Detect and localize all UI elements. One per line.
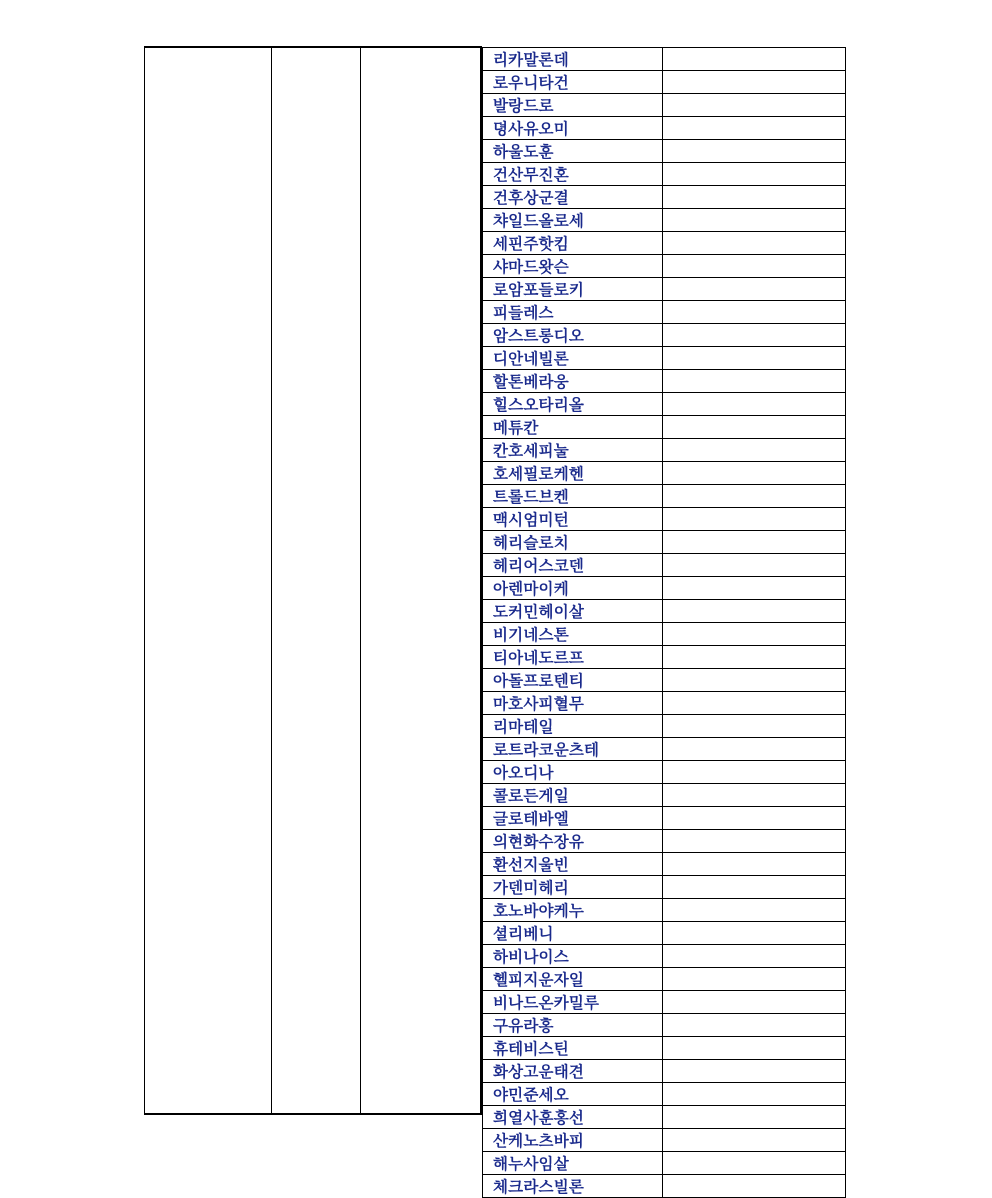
name-cell: 도커민헤이살 bbox=[483, 600, 663, 623]
name-cell: 야민준세오 bbox=[483, 1083, 663, 1106]
table-row bbox=[483, 600, 846, 623]
empty-cell bbox=[663, 163, 846, 186]
empty-cell bbox=[663, 876, 846, 899]
table-row bbox=[483, 255, 846, 278]
name-cell: 트롤드브켄 bbox=[483, 485, 663, 508]
table-row bbox=[483, 1014, 846, 1037]
name-cell: 환선지울빈 bbox=[483, 853, 663, 876]
name-cell: 힐스오타리올 bbox=[483, 393, 663, 416]
table-row bbox=[483, 991, 846, 1014]
name-cell: 구유라홍 bbox=[483, 1014, 663, 1037]
name-cell: 헬피지운자일 bbox=[483, 968, 663, 991]
name-cell: 리카말론데 bbox=[483, 48, 663, 71]
table-row bbox=[483, 347, 846, 370]
name-cell: 콜로든게일 bbox=[483, 784, 663, 807]
empty-columns-block bbox=[144, 46, 482, 1115]
empty-column-1 bbox=[145, 48, 272, 1113]
empty-cell bbox=[663, 1152, 846, 1175]
empty-cell bbox=[663, 232, 846, 255]
empty-cell bbox=[663, 1106, 846, 1129]
empty-cell bbox=[663, 853, 846, 876]
table-row bbox=[483, 163, 846, 186]
table-row bbox=[483, 623, 846, 646]
name-cell: 건산무진혼 bbox=[483, 163, 663, 186]
table-row bbox=[483, 968, 846, 991]
table-row bbox=[483, 485, 846, 508]
table-row bbox=[483, 48, 846, 71]
name-cell: 칸호세피눌 bbox=[483, 439, 663, 462]
name-cell: 샤마드왓슨 bbox=[483, 255, 663, 278]
table-row bbox=[483, 416, 846, 439]
empty-cell bbox=[663, 48, 846, 71]
empty-cell bbox=[663, 968, 846, 991]
table-row bbox=[483, 117, 846, 140]
table-row bbox=[483, 278, 846, 301]
name-cell: 의현화수장유 bbox=[483, 830, 663, 853]
name-cell: 가덴미헤리 bbox=[483, 876, 663, 899]
name-cell: 할톤베라웅 bbox=[483, 370, 663, 393]
table-row bbox=[483, 462, 846, 485]
empty-cell bbox=[663, 669, 846, 692]
empty-cell bbox=[663, 255, 846, 278]
table-row bbox=[483, 853, 846, 876]
name-cell: 아오디나 bbox=[483, 761, 663, 784]
names-list-table bbox=[482, 47, 846, 1198]
table-row bbox=[483, 71, 846, 94]
table-row bbox=[483, 1129, 846, 1152]
name-cell: 로우니타건 bbox=[483, 71, 663, 94]
name-cell: 비기네스톤 bbox=[483, 623, 663, 646]
empty-cell bbox=[663, 462, 846, 485]
empty-cell bbox=[663, 738, 846, 761]
name-cell: 체크라스빌론 bbox=[483, 1175, 663, 1198]
empty-cell bbox=[663, 485, 846, 508]
table-row bbox=[483, 186, 846, 209]
name-cell: 호노바야케누 bbox=[483, 899, 663, 922]
table-row bbox=[483, 1152, 846, 1175]
empty-cell bbox=[663, 715, 846, 738]
name-cell: 헤리어스코덴 bbox=[483, 554, 663, 577]
empty-cell bbox=[663, 945, 846, 968]
name-cell: 아렌마이케 bbox=[483, 577, 663, 600]
empty-cell bbox=[663, 94, 846, 117]
name-cell: 글로테바엘 bbox=[483, 807, 663, 830]
empty-cell bbox=[663, 416, 846, 439]
table-row bbox=[483, 577, 846, 600]
table-row bbox=[483, 669, 846, 692]
empty-cell bbox=[663, 577, 846, 600]
name-cell: 디안네빌론 bbox=[483, 347, 663, 370]
empty-cell bbox=[663, 1083, 846, 1106]
table-row bbox=[483, 1083, 846, 1106]
empty-cell bbox=[663, 1129, 846, 1152]
empty-cell bbox=[663, 830, 846, 853]
table-row bbox=[483, 830, 846, 853]
name-cell: 희열사훈홍선 bbox=[483, 1106, 663, 1129]
table-row bbox=[483, 370, 846, 393]
table-row bbox=[483, 807, 846, 830]
empty-cell bbox=[663, 623, 846, 646]
empty-cell bbox=[663, 301, 846, 324]
name-cell: 티아네도르프 bbox=[483, 646, 663, 669]
name-cell: 하비나이스 bbox=[483, 945, 663, 968]
table-row bbox=[483, 301, 846, 324]
empty-cell bbox=[663, 439, 846, 462]
table-row bbox=[483, 945, 846, 968]
empty-cell bbox=[663, 117, 846, 140]
empty-cell bbox=[663, 692, 846, 715]
name-cell: 피들레스 bbox=[483, 301, 663, 324]
table-row bbox=[483, 715, 846, 738]
empty-cell bbox=[663, 807, 846, 830]
empty-cell bbox=[663, 71, 846, 94]
empty-cell bbox=[663, 761, 846, 784]
empty-cell bbox=[663, 991, 846, 1014]
table-row bbox=[483, 554, 846, 577]
table-row bbox=[483, 140, 846, 163]
table-row bbox=[483, 232, 846, 255]
empty-cell bbox=[663, 140, 846, 163]
table-row bbox=[483, 324, 846, 347]
table-row bbox=[483, 94, 846, 117]
name-cell: 해누사임살 bbox=[483, 1152, 663, 1175]
empty-cell bbox=[663, 393, 846, 416]
empty-cell bbox=[663, 186, 846, 209]
table-row bbox=[483, 738, 846, 761]
table-row bbox=[483, 439, 846, 462]
empty-cell bbox=[663, 646, 846, 669]
name-cell: 암스트롱디오 bbox=[483, 324, 663, 347]
name-cell: 세핀주핫킴 bbox=[483, 232, 663, 255]
name-cell: 로암포들로키 bbox=[483, 278, 663, 301]
table-row bbox=[483, 209, 846, 232]
table-row bbox=[483, 876, 846, 899]
name-cell: 맥시엄미턴 bbox=[483, 508, 663, 531]
name-cell: 리마테일 bbox=[483, 715, 663, 738]
table-row bbox=[483, 531, 846, 554]
table-row bbox=[483, 1106, 846, 1129]
name-table bbox=[144, 46, 845, 1196]
name-cell: 호세필로케헨 bbox=[483, 462, 663, 485]
name-cell: 아돌프로텐티 bbox=[483, 669, 663, 692]
empty-cell bbox=[663, 1175, 846, 1198]
table-row bbox=[483, 1175, 846, 1198]
empty-column-2 bbox=[272, 48, 361, 1113]
name-cell: 챠일드올로세 bbox=[483, 209, 663, 232]
table-row bbox=[483, 508, 846, 531]
empty-cell bbox=[663, 209, 846, 232]
empty-cell bbox=[663, 370, 846, 393]
name-cell: 셜리베니 bbox=[483, 922, 663, 945]
name-cell: 메튜칸 bbox=[483, 416, 663, 439]
empty-cell bbox=[663, 899, 846, 922]
empty-cell bbox=[663, 347, 846, 370]
name-cell: 비나드온카밀루 bbox=[483, 991, 663, 1014]
name-cell: 로트라코운츠테 bbox=[483, 738, 663, 761]
table-row bbox=[483, 761, 846, 784]
name-cell: 하울도훈 bbox=[483, 140, 663, 163]
table-row bbox=[483, 692, 846, 715]
empty-cell bbox=[663, 508, 846, 531]
name-cell: 휴테비스틴 bbox=[483, 1037, 663, 1060]
table-row bbox=[483, 1060, 846, 1083]
table-row bbox=[483, 1037, 846, 1060]
empty-cell bbox=[663, 600, 846, 623]
table-row bbox=[483, 646, 846, 669]
name-cell: 뎡사유오미 bbox=[483, 117, 663, 140]
table-row bbox=[483, 922, 846, 945]
empty-cell bbox=[663, 784, 846, 807]
empty-cell bbox=[663, 324, 846, 347]
name-cell: 건후상군결 bbox=[483, 186, 663, 209]
name-cell: 마호사피혈무 bbox=[483, 692, 663, 715]
empty-cell bbox=[663, 1037, 846, 1060]
empty-column-3 bbox=[361, 48, 482, 1113]
name-cell: 화상고운태견 bbox=[483, 1060, 663, 1083]
empty-cell bbox=[663, 531, 846, 554]
empty-cell bbox=[663, 1014, 846, 1037]
name-cell: 산케노츠바피 bbox=[483, 1129, 663, 1152]
empty-cell bbox=[663, 1060, 846, 1083]
empty-cell bbox=[663, 554, 846, 577]
name-cell: 발랑드로 bbox=[483, 94, 663, 117]
empty-cell bbox=[663, 278, 846, 301]
name-cell: 헤리슬로치 bbox=[483, 531, 663, 554]
table-row bbox=[483, 393, 846, 416]
empty-cell bbox=[663, 922, 846, 945]
table-row bbox=[483, 899, 846, 922]
table-row bbox=[483, 784, 846, 807]
